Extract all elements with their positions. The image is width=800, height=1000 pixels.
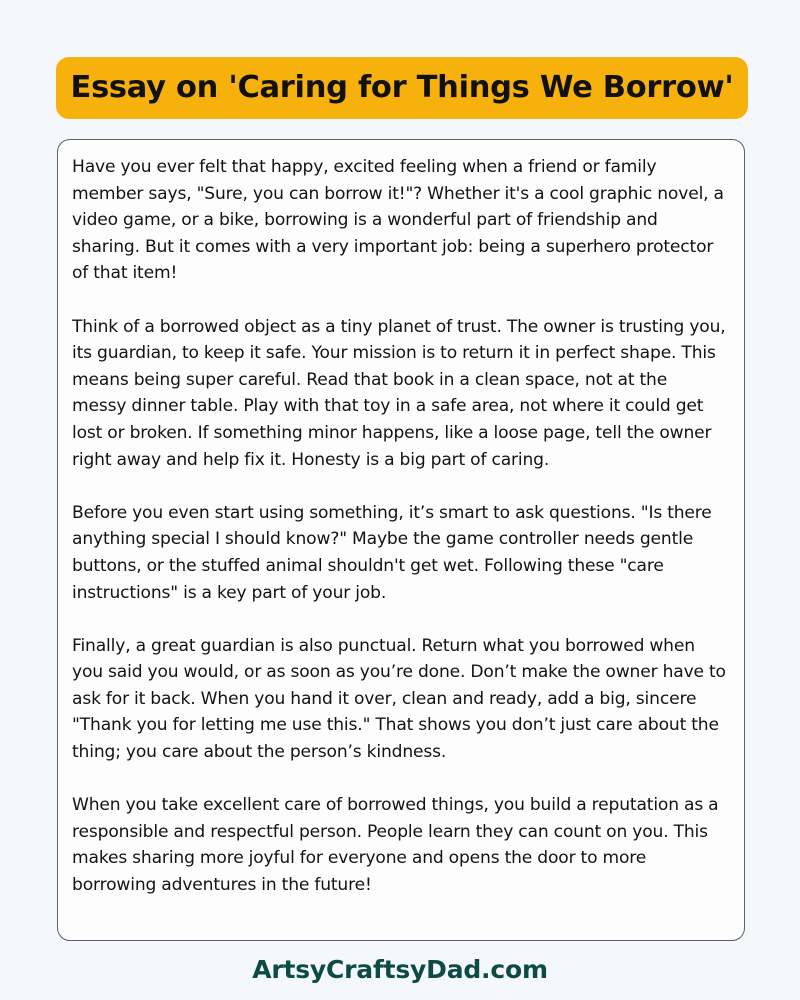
essay-paragraph: Finally, a great guardian is also punctual. Return what you borrowed when you said you would, or as soon as you’re done. Don’t make the owner have to ask for it back. When you hand it over, clean and ready, add a big, sincere "Thank you for letting me use this." That shows you don’t just care about the thing; you care about the person’s kindness.: [72, 635, 726, 763]
essay-paragraph: Have you ever felt that happy, excited feeling when a friend or family member says, "Sure, you can borrow it!"? Whether it's a cool graphic novel, a video game, or a bike, borrowing is a wonderful part of friendship and sharing. But it comes with a very important job: being a superhero protector of that item!: [72, 157, 724, 284]
essay-paragraph: When you take excellent care of borrowed things, you build a reputation as a responsible and respectful person. People learn they can count on you. This makes sharing more joyful for everyone and opens the door to more borrowing adventures in the future!: [72, 795, 719, 896]
essay-body: [72, 154, 726, 899]
page-title: Essay on 'Caring for Things We Borrow': [70, 69, 734, 105]
essay-paragraph: Think of a borrowed object as a tiny planet of trust. The owner is trusting you, its guardian, to keep it safe. Your mission is to return it in perfect shape. This means being super careful. Read that book in a clean space, not at the messy dinner table. Play with that toy in a safe area, not where it could get lost or broken. If something minor happens, like a loose page, tell the owner right away and help fix it. Honesty is a big part of caring.: [72, 316, 726, 470]
title-banner: [56, 57, 748, 119]
essay-card: [57, 139, 745, 941]
essay-paragraph: Before you even start using something, it’s smart to ask questions. "Is there anything special I should know?" Maybe the game controller needs gentle buttons, or the stuffed animal shouldn't get wet. Following these "care instructions" is a key part of your job.: [72, 502, 712, 603]
footer-brand: ArtsyCraftsyDad.com: [252, 955, 548, 984]
